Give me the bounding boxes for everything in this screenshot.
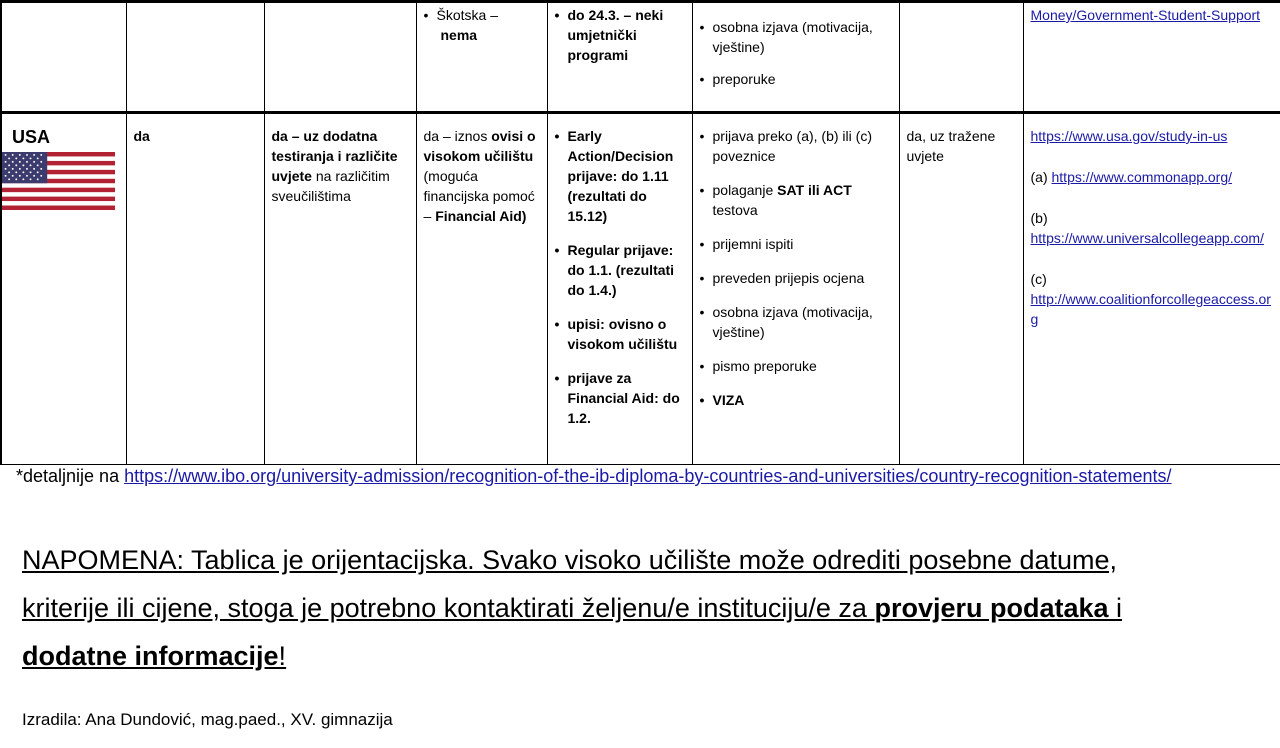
table-cell [416, 113, 547, 465]
list-item: • pismo preporuke [700, 356, 893, 376]
table-cell [899, 2, 1023, 113]
table-cell [264, 2, 416, 113]
table-cell [264, 113, 416, 465]
cell-text: Škotska – [436, 7, 498, 23]
list-item: • prijave za Financial Aid: do 1.2. [555, 368, 686, 428]
list-item: • preveden prijepis ocjena [700, 268, 893, 288]
table-cell [547, 113, 692, 465]
ibo-link[interactable]: https://www.ibo.org/university-admission/recognition-of-the-ib-diploma-by-countries-and-universities/country-recognition-statements/ [124, 466, 1172, 486]
commonapp-link[interactable]: https://www.commonapp.org/ [1051, 169, 1233, 185]
cell-text-bold: nema [440, 27, 478, 43]
support-link[interactable]: Money/Government-Student-Support [1030, 7, 1261, 23]
table-cell [416, 2, 547, 113]
link-label: (a) [1030, 169, 1052, 185]
footnote [16, 461, 1256, 492]
table-cell [1, 2, 126, 113]
table-cell [1023, 113, 1280, 465]
usa-gov-link[interactable]: https://www.usa.gov/study-in-us [1030, 128, 1228, 144]
list-item [700, 180, 893, 220]
list-item: • VIZA [700, 390, 893, 410]
cell-text: polaganje [712, 182, 778, 198]
table-cell: da, uz tražene uvjete [899, 113, 1023, 465]
link-label: (c) [1030, 271, 1047, 287]
table-cell [692, 2, 899, 113]
note-text: NAPOMENA: Tablica je orijentacijska. Svako visoko učilište može odrediti posebne datume, kriterije ili cijene, stoga je potrebno kontaktirati željenu/e instituciju/e za [22, 545, 1118, 623]
cell-text: da [423, 128, 440, 144]
table-cell: da [126, 113, 264, 465]
list-item: • prijava preko (a), (b) ili (c) poveznice [700, 126, 893, 166]
coalition-link[interactable]: http://www.coalitionforcollegeaccess.org [1030, 291, 1271, 327]
country-name: USA [12, 127, 51, 147]
author-credit: Izradila: Ana Dundović, mag.paed., XV. gimnazija [22, 710, 393, 729]
list-item: • osobna izjava (motivacija, vještine) [700, 302, 893, 342]
list-item: • Regular prijave: do 1.1. (rezultati do 1.4.) [555, 240, 686, 300]
list-item: • do 24.3. – neki umjetnički programi [555, 5, 686, 65]
cell-text: testova [712, 202, 758, 218]
list-item: • prijemni ispiti [700, 234, 893, 254]
note-text: i [1108, 593, 1123, 623]
list-item: • osobna izjava (motivacija, vještine) [700, 17, 893, 57]
cell-text-bold: Financial Aid) [435, 208, 527, 224]
universalcollegeapp-link[interactable]: https://www.universalcollegeapp.com/ [1030, 230, 1264, 246]
table-row [1, 2, 1280, 113]
footnote-prefix: *detaljnije na [16, 466, 125, 486]
table-cell [1023, 2, 1280, 113]
list-item: • preporuke [700, 69, 893, 89]
table-cell [547, 2, 692, 113]
list-item: • upisi: ovisno o visokom učilištu [555, 314, 686, 354]
cell-text: (moguća financijska pomoć – [423, 168, 535, 224]
cell-text-bold: da – uz dodatna testiranja i različite uvjete [271, 128, 398, 184]
table-cell [1, 113, 126, 465]
cell-text: na različitim sveučilištima [271, 168, 390, 204]
list-item: • Early Action/Decision prijave: do 1.11 (rezultati do 15.12) [555, 126, 686, 226]
cell-text: – iznos [439, 128, 492, 144]
note-bold: provjeru podataka [874, 593, 1109, 623]
table-cell [126, 2, 264, 113]
cell-text-bold: SAT ili ACT [777, 182, 852, 198]
table-cell [692, 113, 899, 465]
table-row [1, 113, 1280, 465]
note-bold: dodatne informacije [22, 641, 279, 671]
us-flag-icon [2, 152, 115, 210]
link-label: (b) [1030, 210, 1048, 226]
cell-text-bold: ovisi o visokom učilištu [423, 128, 536, 164]
note-paragraph [22, 536, 1182, 680]
note-text: ! [278, 641, 287, 671]
